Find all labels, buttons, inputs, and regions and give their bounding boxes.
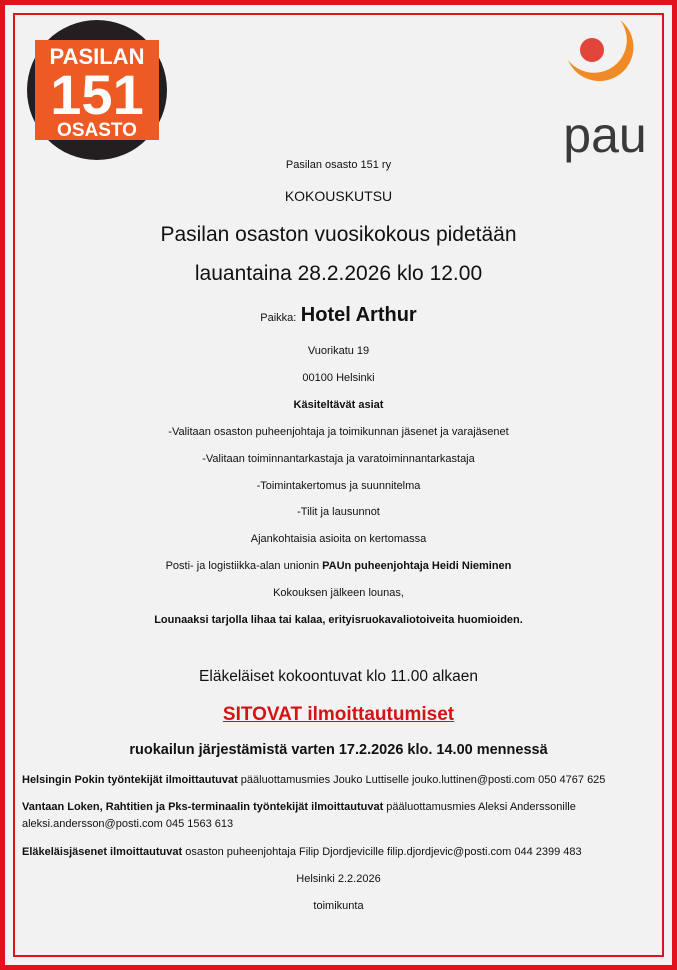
venue-postal: 00100 Helsinki	[302, 372, 375, 384]
news-line: Ajankohtaisia asioita on kertomassa	[250, 533, 427, 545]
logo-text-osasto: OSASTO	[57, 120, 137, 141]
meeting-datetime: lauantaina 28.2.2026 klo 12.00	[194, 262, 483, 285]
venue-label: Paikka:	[260, 312, 297, 324]
logo-text-151: 151	[50, 63, 144, 126]
contact-group: Helsingin Pokin työntekijät ilmoittautuvat	[22, 774, 238, 786]
lunch-line: Kokouksen jälkeen lounas,	[273, 587, 404, 599]
pensioners-meet: Eläkeläiset kokoontuvat klo 11.00 alkaen	[199, 668, 478, 685]
contact-details: pääluottamusmies Jouko Luttiselle jouko.luttinen@posti.com 050 4767 625	[237, 774, 606, 786]
contact-group: Eläkeläisjäsenet ilmoittautuvat	[22, 846, 183, 858]
speaker-name: PAUn puheenjohtaja Heidi Nieminen	[322, 560, 512, 572]
logo-text-pasilan: PASILAN	[49, 44, 145, 69]
place-date: Helsinki 2.2.2026	[296, 873, 381, 885]
agenda-item: -Valitaan osaston puheenjohtaja ja toimikunnan jäsenet ja varajäsenet	[168, 426, 509, 438]
organization-name: Pasilan osasto 151 ry	[285, 159, 392, 171]
invite-heading: KOKOUSKUTSU	[284, 188, 393, 204]
meeting-title: Pasilan osaston vuosikokous pidetään	[160, 223, 517, 246]
contact-vantaa	[22, 801, 576, 813]
agenda-heading: Käsiteltävät asiat	[293, 399, 384, 411]
contact-pensioners	[22, 846, 582, 858]
registration-deadline: ruokailun järjestämistä varten 17.2.2026 klo. 14.00 mennessä	[129, 742, 548, 758]
contact-details: pääluottamusmies Aleksi Anderssonille	[383, 801, 576, 813]
agenda-item: -Toimintakertomus ja suunnitelma	[256, 480, 421, 492]
venue-line	[0, 304, 677, 327]
pau-logo-text: pau	[563, 107, 647, 163]
signature: toimikunta	[313, 900, 364, 912]
venue-name: Hotel Arthur	[300, 304, 417, 326]
pau-logo	[558, 14, 652, 168]
agenda-item: -Tilit ja lausunnot	[297, 506, 380, 518]
speaker-prefix: Posti- ja logistiikka-alan unionin	[165, 560, 320, 572]
contact-details: osaston puheenjohtaja Filip Djordjevicille filip.djordjevic@posti.com 044 2399 483	[182, 846, 582, 858]
agenda-item: -Valitaan toiminnantarkastaja ja varatoiminnantarkastaja	[202, 453, 475, 465]
contact-group: Vantaan Loken, Rahtitien ja Pks-terminaalin työntekijät ilmoittautuvat	[22, 801, 384, 813]
speaker-line	[0, 560, 677, 572]
contact-pokki	[22, 774, 605, 786]
contact-vantaa-email: aleksi.andersson@posti.com 045 1563 613	[22, 818, 234, 830]
pasilan-151-logo	[25, 18, 169, 162]
lunch-detail: Lounaaksi tarjolla lihaa tai kalaa, erityisruokavaliotoiveita huomioiden.	[154, 614, 523, 626]
venue-street: Vuorikatu 19	[307, 345, 370, 357]
binding-registration: SITOVAT ilmoittautumiset	[222, 704, 455, 725]
